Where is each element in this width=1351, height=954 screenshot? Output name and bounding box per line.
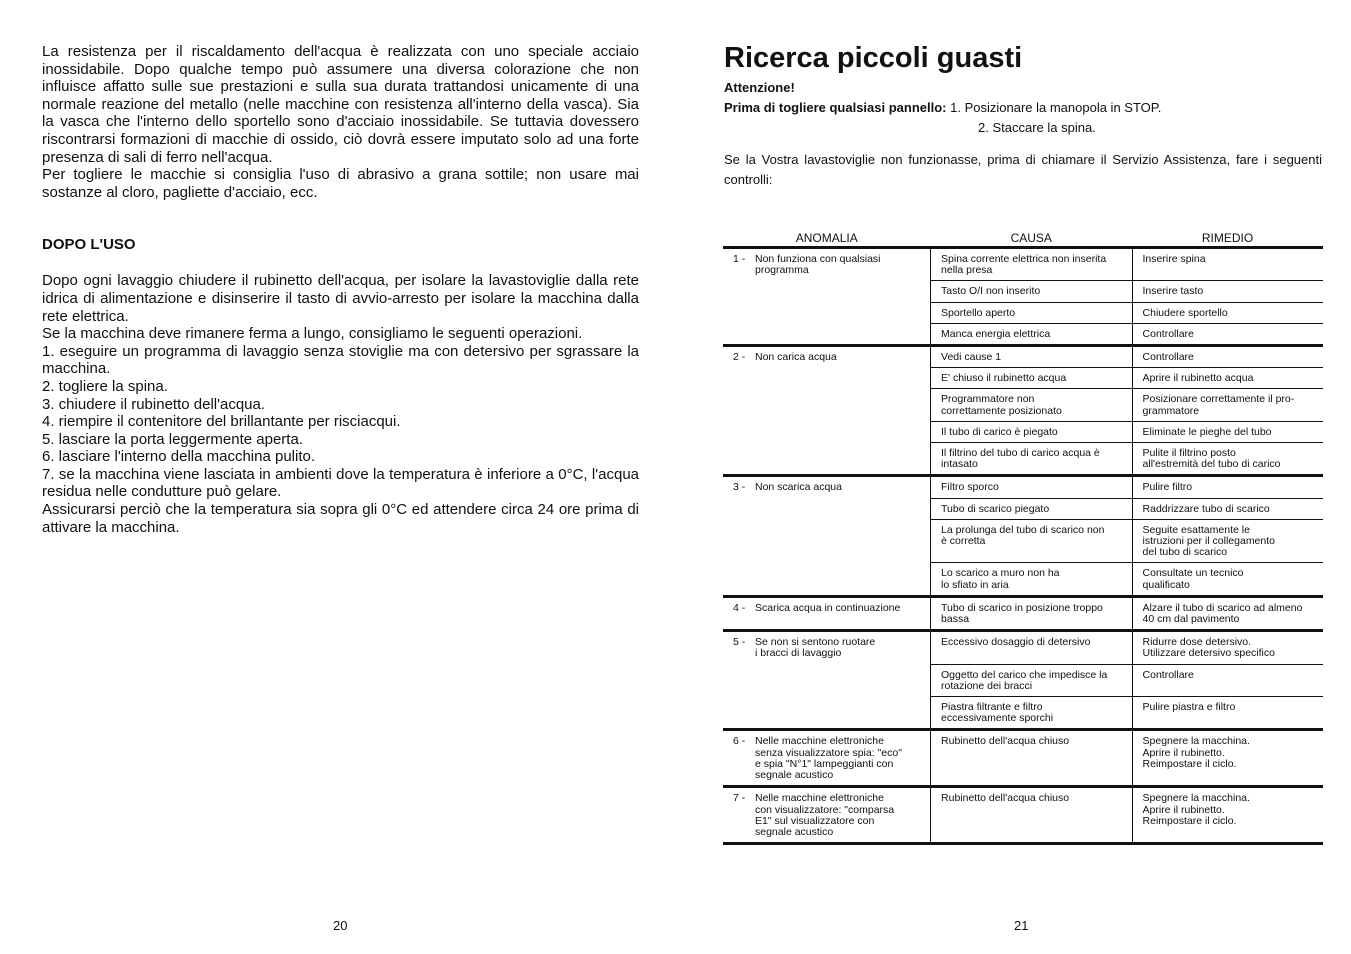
rimedio-cell-line: Ridurre dose detersivo. bbox=[1142, 636, 1252, 649]
causa-cell bbox=[931, 368, 1133, 389]
list-item: 3. chiudere il rubinetto dell'acqua. bbox=[42, 395, 266, 413]
anomaly-text bbox=[755, 736, 902, 781]
page-number-left: 20 bbox=[333, 918, 348, 933]
rimedio-cell-line: Reimpostare il ciclo. bbox=[1142, 814, 1237, 827]
anomaly-line: Se non si sentono ruotare bbox=[755, 636, 876, 649]
intro-paragraph: Se la Vostra lavastoviglie non funzionasse, prima di chiamare il Servizio Assistenza, fare i seguenti controlli: bbox=[724, 152, 1322, 187]
anomaly-text bbox=[755, 352, 837, 363]
header-anomalia: ANOMALIA bbox=[723, 224, 931, 248]
table-row bbox=[723, 596, 1323, 630]
causa-cell bbox=[931, 697, 1133, 730]
table-row bbox=[723, 730, 1323, 787]
before-label: Prima di togliere qualsiasi pannello: bbox=[724, 100, 947, 115]
anomaly-text bbox=[755, 254, 881, 276]
rimedio-cell bbox=[1132, 248, 1323, 281]
causa-cell bbox=[931, 664, 1133, 696]
before-step-2: 2. Staccare la spina. bbox=[978, 120, 1096, 135]
anomaly-cell bbox=[723, 730, 931, 787]
causa-cell bbox=[931, 498, 1133, 519]
before-instructions bbox=[724, 98, 1322, 138]
anomaly-number: 6 - bbox=[733, 735, 746, 748]
rimedio-cell-line: Reimpostare il ciclo. bbox=[1142, 757, 1237, 770]
anomaly-cell bbox=[723, 476, 931, 596]
causa-cell-line: Lo scarico a muro non ha bbox=[941, 567, 1060, 580]
paragraph-macchie: Per togliere le macchie si consiglia l'uso di abrasivo a grana sottile; non usare mai sostanze al cloro, pagliette d'acciaio, ecc. bbox=[42, 166, 639, 201]
causa-cell bbox=[931, 323, 1133, 345]
anomaly-line: Nelle macchine elettroniche bbox=[755, 792, 884, 805]
rimedio-cell bbox=[1132, 631, 1323, 664]
causa-cell-line: Il tubo di carico è piegato bbox=[941, 425, 1058, 438]
causa-cell bbox=[931, 346, 1133, 368]
table-row bbox=[723, 346, 1323, 368]
causa-cell bbox=[931, 476, 1133, 498]
page-number-right: 21 bbox=[1014, 918, 1029, 933]
right-page bbox=[724, 40, 1322, 189]
rimedio-cell-line: Eliminate le pieghe del tubo bbox=[1142, 425, 1272, 438]
header-rimedio: RIMEDIO bbox=[1132, 224, 1323, 248]
rimedio-cell-line: Inserire tasto bbox=[1142, 285, 1204, 298]
anomaly-line: E1" sul visualizzatore con bbox=[755, 814, 875, 827]
rimedio-cell-line: Controllare bbox=[1142, 327, 1194, 340]
anomaly-cell bbox=[723, 787, 931, 844]
rimedio-cell-line: del tubo di scarico bbox=[1142, 546, 1228, 559]
section-title-dopo-uso: DOPO L'USO bbox=[42, 236, 136, 254]
causa-cell-line: La prolunga del tubo di scarico non bbox=[941, 523, 1105, 536]
table-row bbox=[723, 476, 1323, 498]
table-header-row bbox=[723, 224, 1323, 248]
anomaly-number: 2 - bbox=[733, 351, 746, 364]
causa-cell-line: Manca energia elettrica bbox=[941, 327, 1051, 340]
rimedio-cell-line: qualificato bbox=[1142, 578, 1190, 591]
anomaly-number: 3 - bbox=[733, 481, 746, 494]
rimedio-cell-line: Pulire piastra e filtro bbox=[1142, 701, 1236, 714]
causa-cell-line: Rubinetto dell'acqua chiuso bbox=[941, 792, 1070, 805]
anomaly-text bbox=[755, 603, 900, 614]
causa-cell-line: E' chiuso il rubinetto acqua bbox=[941, 372, 1067, 385]
rimedio-cell bbox=[1132, 519, 1323, 563]
causa-cell-line: Sportello aperto bbox=[941, 306, 1016, 319]
causa-cell-line: Vedi cause 1 bbox=[941, 351, 1002, 364]
rimedio-cell bbox=[1132, 787, 1323, 844]
causa-cell-line: Tubo di scarico piegato bbox=[941, 502, 1050, 515]
steps-list bbox=[42, 343, 639, 501]
anomaly-line: Non funziona con qualsiasi bbox=[755, 253, 881, 265]
rimedio-cell-line: Pulire filtro bbox=[1142, 481, 1193, 494]
rimedio-cell bbox=[1132, 443, 1323, 476]
list-item: 7. se la macchina viene lasciata in ambienti dove la temperatura è inferiore a 0°C, l'acqua residua nelle condutture può gelare. bbox=[42, 465, 639, 501]
paragraph-resistenza: La resistenza per il riscaldamento dell'acqua è realizzata con uno speciale acciaio inossidabile. Dopo qualche tempo può assumere una diversa colorazione che non influisce affatto sulle sue prestazioni e sulla sua durata trattandosi unicamente di una normale reazione del metallo (nelle macchine con resistenza all'interno della vasca). Sia la vasca che l'interno dello sportello sono d'acciaio inossidabile. Se tuttavia dovessero riscontrarsi formazioni di macchie di ossido, ciò dovrà essere imputato solo ad una forte presenza di sali di ferro nell'acqua. bbox=[42, 43, 639, 166]
rimedio-cell-line: Chiudere sportello bbox=[1142, 306, 1228, 319]
rimedio-cell-line: 40 cm dal pavimento bbox=[1142, 613, 1240, 626]
anomaly-line: Non carica acqua bbox=[755, 351, 837, 364]
rimedio-cell bbox=[1132, 476, 1323, 498]
causa-cell-line: Rubinetto dell'acqua chiuso bbox=[941, 735, 1070, 748]
anomaly-line: i bracci di lavaggio bbox=[755, 647, 842, 660]
anomaly-text bbox=[755, 793, 894, 838]
anomaly-line: Non scarica acqua bbox=[755, 481, 842, 494]
anomaly-line: programma bbox=[755, 264, 809, 277]
causa-cell-line: bassa bbox=[941, 613, 970, 626]
table-row bbox=[723, 631, 1323, 664]
causa-cell-line: rotazione dei bracci bbox=[941, 679, 1033, 692]
rimedio-cell bbox=[1132, 421, 1323, 442]
anomaly-line: Scarica acqua in continuazione bbox=[755, 601, 901, 614]
rimedio-cell bbox=[1132, 664, 1323, 696]
causa-cell bbox=[931, 248, 1133, 281]
rimedio-cell-line: Aprire il rubinetto acqua bbox=[1142, 372, 1254, 385]
rimedio-cell-line: Utilizzare detersivo specifico bbox=[1142, 647, 1275, 660]
paragraph-ferma-a-lungo: Se la macchina deve rimanere ferma a lungo, consigliamo le seguenti operazioni. bbox=[42, 325, 583, 343]
causa-cell-line: eccessivamente sporchi bbox=[941, 712, 1054, 725]
causa-cell bbox=[931, 631, 1133, 664]
causa-cell-line: correttamente posizionato bbox=[941, 404, 1062, 417]
causa-cell-line: Oggetto del carico che impedisce la bbox=[941, 668, 1108, 681]
anomaly-number: 4 - bbox=[733, 601, 746, 614]
rimedio-cell-line: grammatore bbox=[1142, 404, 1200, 417]
anomaly-number: 5 - bbox=[733, 636, 746, 649]
paragraph-closing: Assicurarsi perciò che la temperatura sia sopra gli 0°C ed attendere circa 24 ore prima di attivare la macchina. bbox=[42, 501, 639, 536]
causa-cell-line: Tubo di scarico in posizione troppo bbox=[941, 601, 1103, 614]
anomaly-cell bbox=[723, 596, 931, 630]
anomaly-line: e spia "N°1" lampeggianti con bbox=[755, 757, 894, 770]
rimedio-cell-line: Pulite il filtrino posto bbox=[1142, 447, 1236, 460]
causa-cell bbox=[931, 519, 1133, 563]
rimedio-cell-line: Spegnere la macchina. bbox=[1142, 792, 1250, 805]
causa-cell-line: lo sfiato in aria bbox=[941, 578, 1009, 591]
causa-cell bbox=[931, 730, 1133, 787]
list-item: 1. eseguire un programma di lavaggio senza stoviglie ma con detersivo per sgrassare la macchina. bbox=[42, 342, 639, 378]
anomaly-line: segnale acustico bbox=[755, 769, 834, 782]
rimedio-cell-line: Posizionare correttamente il pro- bbox=[1142, 393, 1295, 406]
anomaly-line: segnale acustico bbox=[755, 825, 834, 838]
left-page bbox=[42, 43, 639, 536]
rimedio-cell bbox=[1132, 563, 1323, 596]
causa-cell-line: Tasto O/I non inserito bbox=[941, 285, 1041, 298]
header-causa: CAUSA bbox=[931, 224, 1133, 248]
rimedio-cell-line: Consultate un tecnico bbox=[1142, 567, 1244, 580]
list-item: 5. lasciare la porta leggermente aperta. bbox=[42, 430, 303, 448]
rimedio-cell bbox=[1132, 389, 1323, 421]
anomaly-number: 1 - bbox=[733, 253, 746, 265]
anomaly-cell bbox=[723, 248, 931, 346]
causa-cell-line: intasato bbox=[941, 458, 978, 471]
rimedio-cell bbox=[1132, 302, 1323, 323]
rimedio-cell-line: Aprire il rubinetto. bbox=[1142, 746, 1225, 759]
paragraph-dopo-lavaggio: Dopo ogni lavaggio chiudere il rubinetto dell'acqua, per isolare la lavastoviglie dalla rete idrica di alimentazione e disinserire il tasto di avvio-arresto per isolare la macchina dalla rete elettrica. bbox=[42, 272, 639, 325]
list-item: 6. lasciare l'interno della macchina pulito. bbox=[42, 448, 316, 466]
rimedio-cell-line: all'estremità del tubo di carico bbox=[1142, 458, 1281, 471]
page-title: Ricerca piccoli guasti bbox=[724, 42, 1023, 74]
rimedio-cell bbox=[1132, 368, 1323, 389]
causa-cell-line: Eccessivo dosaggio di detersivo bbox=[941, 636, 1091, 649]
rimedio-cell bbox=[1132, 730, 1323, 787]
causa-cell-line: Spina corrente elettrica non inserita bbox=[941, 253, 1107, 265]
anomaly-number: 7 - bbox=[733, 792, 746, 805]
causa-cell-line: Programmatore non bbox=[941, 393, 1035, 406]
before-step-1: 1. Posizionare la manopola in STOP. bbox=[950, 100, 1162, 115]
causa-cell bbox=[931, 596, 1133, 630]
causa-cell bbox=[931, 787, 1133, 844]
anomaly-text bbox=[755, 482, 842, 493]
rimedio-cell-line: istruzioni per il collegamento bbox=[1142, 535, 1275, 548]
list-item: 2. togliere la spina. bbox=[42, 377, 168, 395]
list-item: 4. riempire il contenitore del brillantante per risciacqui. bbox=[42, 413, 401, 431]
causa-cell bbox=[931, 421, 1133, 442]
rimedio-cell bbox=[1132, 281, 1323, 302]
causa-cell-line: Piastra filtrante e filtro bbox=[941, 701, 1043, 714]
rimedio-cell bbox=[1132, 346, 1323, 368]
anomaly-line: Nelle macchine elettroniche bbox=[755, 735, 884, 748]
attention-label: Attenzione! bbox=[724, 80, 795, 95]
causa-cell bbox=[931, 443, 1133, 476]
troubleshooting-table bbox=[723, 224, 1323, 845]
rimedio-cell bbox=[1132, 323, 1323, 345]
rimedio-cell bbox=[1132, 697, 1323, 730]
anomaly-line: con visualizzatore: "comparsa bbox=[755, 803, 895, 816]
rimedio-cell-line: Spegnere la macchina. bbox=[1142, 735, 1250, 748]
rimedio-cell-line: Controllare bbox=[1142, 668, 1194, 681]
causa-cell bbox=[931, 281, 1133, 302]
causa-cell-line: Il filtrino del tubo di carico acqua è bbox=[941, 447, 1100, 460]
rimedio-cell bbox=[1132, 498, 1323, 519]
causa-cell bbox=[931, 563, 1133, 596]
rimedio-cell-line: Inserire spina bbox=[1142, 253, 1206, 265]
table-row bbox=[723, 787, 1323, 844]
rimedio-cell-line: Seguite esattamente le bbox=[1142, 523, 1250, 536]
anomaly-cell bbox=[723, 346, 931, 476]
causa-cell bbox=[931, 302, 1133, 323]
causa-cell-line: è corretta bbox=[941, 535, 986, 548]
table-body bbox=[723, 248, 1323, 844]
rimedio-cell-line: Controllare bbox=[1142, 351, 1194, 364]
causa-cell bbox=[931, 389, 1133, 421]
anomaly-text bbox=[755, 637, 875, 659]
rimedio-cell-line: Aprire il rubinetto. bbox=[1142, 803, 1225, 816]
table-row bbox=[723, 248, 1323, 281]
anomaly-line: senza visualizzatore spia: "eco" bbox=[755, 746, 902, 759]
rimedio-cell-line: Raddrizzare tubo di scarico bbox=[1142, 502, 1270, 515]
anomaly-cell bbox=[723, 631, 931, 730]
causa-cell-line: Filtro sporco bbox=[941, 481, 999, 494]
rimedio-cell bbox=[1132, 596, 1323, 630]
causa-cell-line: nella presa bbox=[941, 264, 993, 277]
rimedio-cell-line: Alzare il tubo di scarico ad almeno bbox=[1142, 601, 1303, 614]
